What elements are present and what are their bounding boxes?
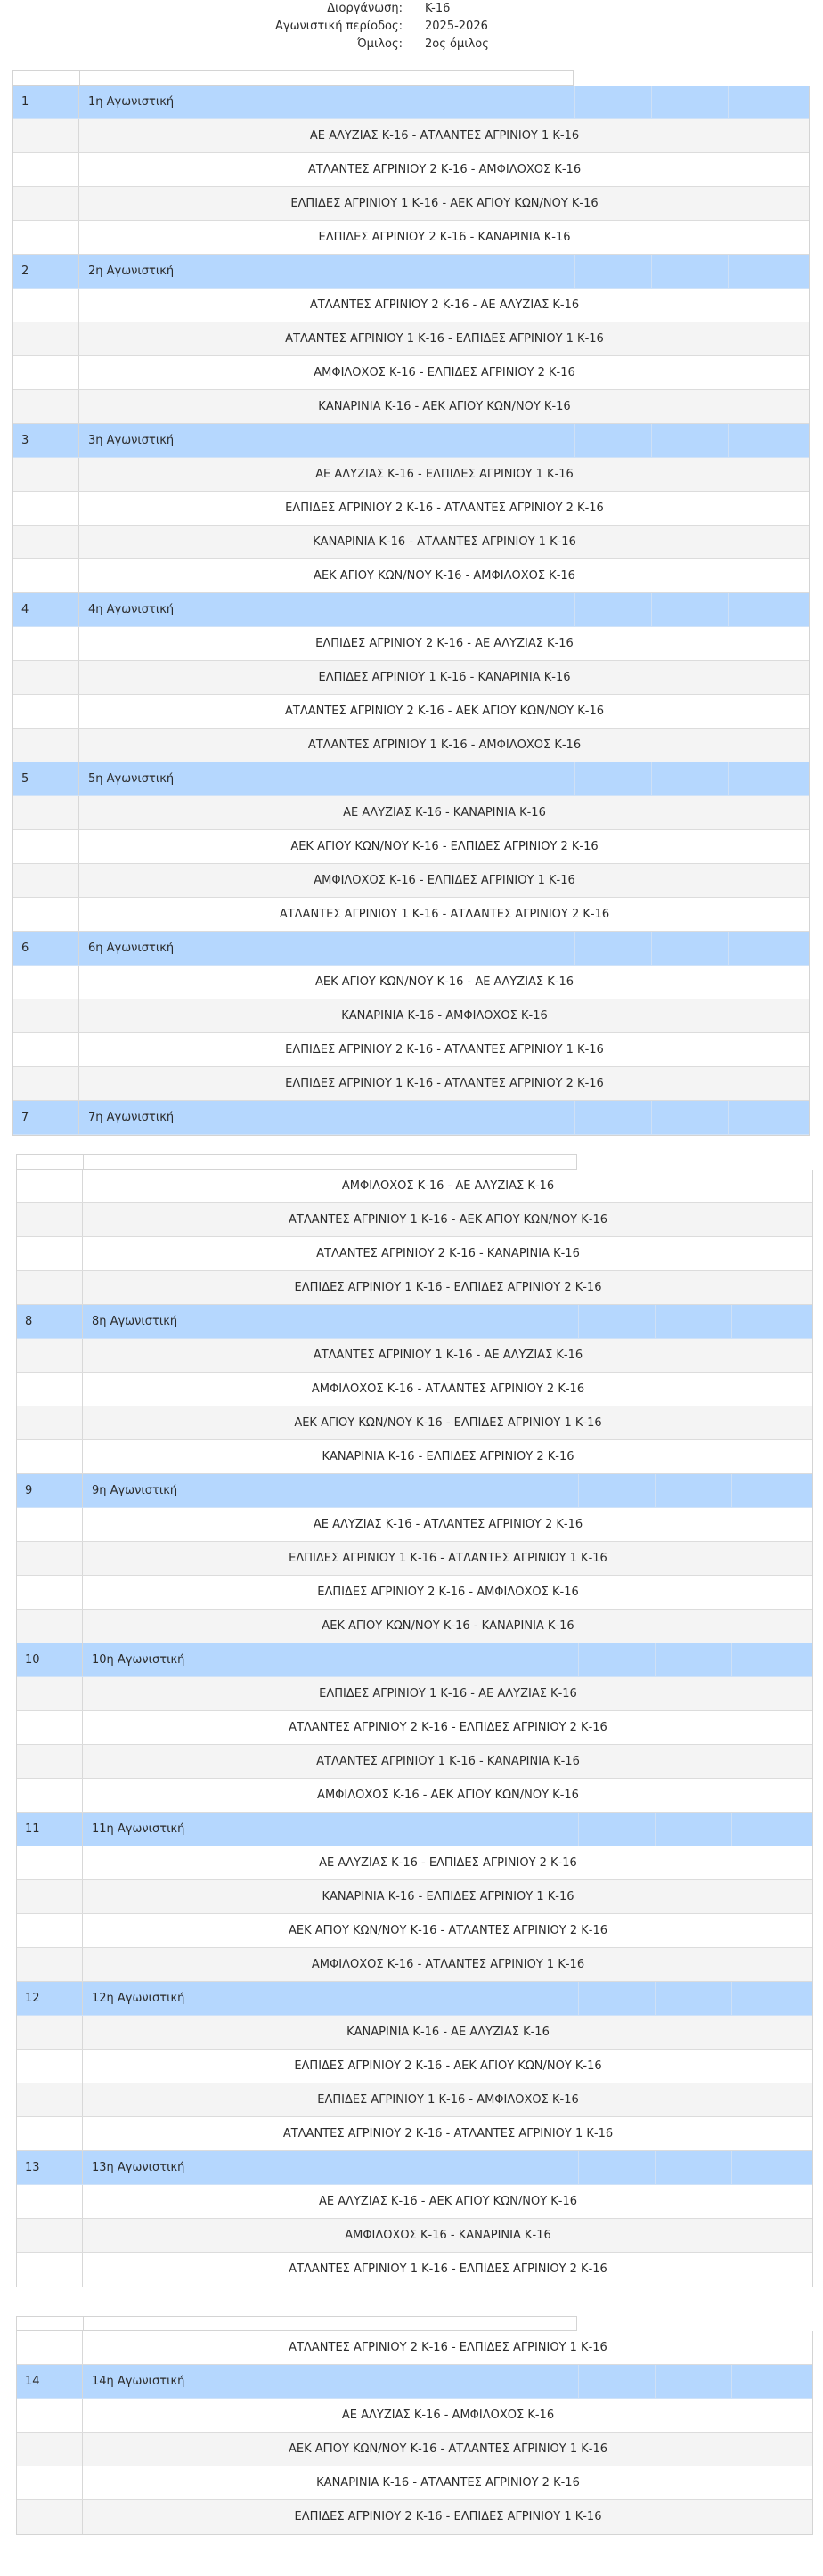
column-separator bbox=[728, 762, 729, 795]
column-separator bbox=[731, 1474, 732, 1507]
match-text: ΑΜΦΙΛΟΧΟΣ Κ-16 - ΑΤΛΑΝΤΕΣ ΑΓΡΙΝΙΟΥ 2 Κ-16 bbox=[311, 1382, 585, 1396]
match-number-cell bbox=[17, 1339, 83, 1372]
match-number-cell bbox=[13, 1033, 79, 1066]
column-separator bbox=[731, 1982, 732, 2015]
info-label: Αγωνιστική περίοδος: bbox=[274, 20, 403, 33]
match-text: ΑΕΚ ΑΓΙΟΥ ΚΩΝ/ΝΟΥ Κ-16 - ΕΛΠΙΔΕΣ ΑΓΡΙΝΙΟΥ 2 Κ-16 bbox=[290, 840, 599, 853]
column-separator bbox=[651, 932, 652, 965]
column-separator bbox=[655, 2151, 656, 2184]
match-row bbox=[17, 1846, 812, 1880]
match-row bbox=[13, 796, 809, 830]
match-text: ΑΤΛΑΝΤΕΣ ΑΓΡΙΝΙΟΥ 1 Κ-16 - ΕΛΠΙΔΕΣ ΑΓΡΙΝΙΟΥ 1 Κ-16 bbox=[285, 332, 604, 346]
match-text: ΕΛΠΙΔΕΣ ΑΓΡΙΝΙΟΥ 2 Κ-16 - ΑΕ ΑΛΥΖΙΑΣ Κ-16 bbox=[315, 637, 574, 650]
match-row bbox=[13, 830, 809, 864]
match-number-cell bbox=[13, 458, 79, 491]
match-text: ΑΤΛΑΝΤΕΣ ΑΓΡΙΝΙΟΥ 1 Κ-16 - ΑΕ ΑΛΥΖΙΑΣ Κ-16 bbox=[313, 1349, 583, 1362]
match-text: ΕΛΠΙΔΕΣ ΑΓΡΙΝΙΟΥ 2 Κ-16 - ΕΛΠΙΔΕΣ ΑΓΡΙΝΙΟΥ 1 Κ-16 bbox=[294, 2510, 602, 2523]
match-number-cell bbox=[17, 2083, 83, 2116]
match-row bbox=[17, 2117, 812, 2151]
match-text: ΑΤΛΑΝΤΕΣ ΑΓΡΙΝΙΟΥ 1 Κ-16 - ΑΜΦΙΛΟΧΟΣ Κ-16 bbox=[307, 738, 582, 752]
round-number: 13 bbox=[17, 2151, 83, 2184]
column-separator bbox=[731, 1305, 732, 1338]
match-number-cell bbox=[17, 1508, 83, 1541]
match-text: ΑΕΚ ΑΓΙΟΥ ΚΩΝ/ΝΟΥ Κ-16 - ΕΛΠΙΔΕΣ ΑΓΡΙΝΙΟΥ 1 Κ-16 bbox=[294, 1416, 602, 1430]
round-name: 14η Αγωνιστική bbox=[92, 2375, 185, 2388]
column-separator bbox=[728, 1101, 729, 1134]
match-text: ΑΕ ΑΛΥΖΙΑΣ Κ-16 - ΑΕΚ ΑΓΙΟΥ ΚΩΝ/ΝΟΥ Κ-16 bbox=[318, 2195, 578, 2208]
match-number-cell bbox=[13, 999, 79, 1032]
match-text: ΑΤΛΑΝΤΕΣ ΑΓΡΙΝΙΟΥ 2 Κ-16 - ΑΕ ΑΛΥΖΙΑΣ Κ-16 bbox=[309, 298, 580, 312]
schedule-table bbox=[16, 1170, 813, 2287]
match-text: ΕΛΠΙΔΕΣ ΑΓΡΙΝΙΟΥ 1 Κ-16 - ΑΤΛΑΝΤΕΣ ΑΓΡΙΝΙΟΥ 1 Κ-16 bbox=[289, 1552, 607, 1565]
match-text: ΑΤΛΑΝΤΕΣ ΑΓΡΙΝΙΟΥ 1 Κ-16 - ΑΤΛΑΝΤΕΣ ΑΓΡΙΝΙΟΥ 2 Κ-16 bbox=[279, 908, 610, 921]
match-number-cell bbox=[17, 2433, 83, 2466]
match-row bbox=[13, 695, 809, 729]
column-separator bbox=[728, 424, 729, 457]
column-separator bbox=[655, 1813, 656, 1846]
match-text: ΑΕ ΑΛΥΖΙΑΣ Κ-16 - ΑΤΛΑΝΤΕΣ ΑΓΡΙΝΙΟΥ 2 Κ-16 bbox=[313, 1518, 583, 1531]
match-number-cell bbox=[17, 1846, 83, 1879]
round-name: 1η Αγωνιστική bbox=[88, 95, 175, 109]
match-number-cell bbox=[13, 627, 79, 660]
match-row bbox=[13, 966, 809, 999]
match-number-cell bbox=[17, 1170, 83, 1202]
column-separator bbox=[574, 1101, 575, 1134]
match-row bbox=[13, 1067, 809, 1101]
match-row bbox=[17, 1880, 812, 1914]
match-number-cell bbox=[13, 796, 79, 829]
column-separator bbox=[574, 932, 575, 965]
match-text: ΚΑΝΑΡΙΝΙΑ Κ-16 - ΕΛΠΙΔΕΣ ΑΓΡΙΝΙΟΥ 2 Κ-16 bbox=[322, 1450, 574, 1463]
column-separator bbox=[655, 2365, 656, 2398]
table-header bbox=[16, 2316, 577, 2331]
info-value: 2ος όμιλος bbox=[425, 37, 489, 51]
match-row bbox=[17, 1170, 812, 1203]
column-separator bbox=[731, 1813, 732, 1846]
column-separator bbox=[655, 1305, 656, 1338]
match-row bbox=[17, 1508, 812, 1542]
match-number-cell bbox=[17, 1271, 83, 1304]
info-label: Διοργάνωση: bbox=[327, 2, 403, 15]
column-separator bbox=[574, 762, 575, 795]
match-number-cell bbox=[17, 2500, 83, 2534]
match-row bbox=[13, 356, 809, 390]
table-header bbox=[12, 70, 574, 86]
match-number-cell bbox=[13, 695, 79, 728]
match-number-cell bbox=[17, 1914, 83, 1947]
match-row bbox=[17, 1914, 812, 1948]
match-number-cell bbox=[13, 356, 79, 389]
match-number-cell bbox=[17, 1576, 83, 1609]
match-text: ΕΛΠΙΔΕΣ ΑΓΡΙΝΙΟΥ 1 Κ-16 - ΚΑΝΑΡΙΝΙΑ Κ-16 bbox=[318, 671, 571, 684]
info-value: 2025-2026 bbox=[425, 20, 488, 33]
column-separator bbox=[578, 1982, 579, 2015]
match-row bbox=[13, 526, 809, 559]
match-row bbox=[13, 221, 809, 255]
header-cell bbox=[17, 1155, 84, 1169]
round-name: 11η Αγωνιστική bbox=[92, 1822, 185, 1836]
column-separator bbox=[655, 1982, 656, 2015]
match-row bbox=[17, 1779, 812, 1813]
match-row bbox=[17, 1677, 812, 1711]
round-header-row bbox=[13, 593, 809, 627]
column-separator bbox=[651, 762, 652, 795]
match-text: ΑΤΛΑΝΤΕΣ ΑΓΡΙΝΙΟΥ 1 Κ-16 - ΚΑΝΑΡΙΝΙΑ Κ-16 bbox=[316, 1755, 580, 1768]
match-text: ΑΕΚ ΑΓΙΟΥ ΚΩΝ/ΝΟΥ Κ-16 - ΚΑΝΑΡΙΝΙΑ Κ-16 bbox=[322, 1619, 574, 1633]
match-row bbox=[17, 1339, 812, 1373]
round-name: 3η Αγωνιστική bbox=[88, 434, 175, 447]
column-separator bbox=[728, 255, 729, 288]
match-number-cell bbox=[17, 1203, 83, 1236]
info-row-group bbox=[0, 37, 823, 54]
match-row bbox=[13, 492, 809, 526]
match-number-cell bbox=[17, 2331, 83, 2364]
round-name: 9η Αγωνιστική bbox=[92, 1484, 178, 1497]
match-row bbox=[13, 289, 809, 322]
match-number-cell bbox=[17, 1779, 83, 1812]
round-number: 2 bbox=[13, 255, 79, 288]
match-row bbox=[17, 2219, 812, 2253]
match-text: ΕΛΠΙΔΕΣ ΑΓΡΙΝΙΟΥ 2 Κ-16 - ΑΕΚ ΑΓΙΟΥ ΚΩΝ/ΝΟΥ Κ-16 bbox=[294, 2059, 602, 2073]
match-number-cell bbox=[17, 2117, 83, 2150]
round-number: 8 bbox=[17, 1305, 83, 1338]
match-text: ΚΑΝΑΡΙΝΙΑ Κ-16 - ΑΤΛΑΝΤΕΣ ΑΓΡΙΝΙΟΥ 1 Κ-16 bbox=[313, 535, 576, 549]
match-text: ΑΕ ΑΛΥΖΙΑΣ Κ-16 - ΑΜΦΙΛΟΧΟΣ Κ-16 bbox=[341, 2409, 555, 2422]
round-header-row bbox=[13, 932, 809, 966]
match-text: ΑΕΚ ΑΓΙΟΥ ΚΩΝ/ΝΟΥ Κ-16 - ΑΤΛΑΝΤΕΣ ΑΓΡΙΝΙΟΥ 2 Κ-16 bbox=[288, 1924, 608, 1937]
round-number: 6 bbox=[13, 932, 79, 965]
round-name: 8η Αγωνιστική bbox=[92, 1315, 178, 1328]
match-number-cell bbox=[17, 2399, 83, 2432]
match-text: ΑΜΦΙΛΟΧΟΣ Κ-16 - ΕΛΠΙΔΕΣ ΑΓΡΙΝΙΟΥ 2 Κ-16 bbox=[314, 366, 575, 379]
match-number-cell bbox=[13, 526, 79, 558]
match-text: ΑΕΚ ΑΓΙΟΥ ΚΩΝ/ΝΟΥ Κ-16 - ΑΜΦΙΛΟΧΟΣ Κ-16 bbox=[314, 569, 575, 583]
match-number-cell bbox=[13, 559, 79, 592]
match-number-cell bbox=[13, 830, 79, 863]
match-text: ΕΛΠΙΔΕΣ ΑΓΡΙΝΙΟΥ 1 Κ-16 - ΑΜΦΙΛΟΧΟΣ Κ-16 bbox=[317, 2093, 579, 2107]
round-header-row bbox=[17, 1305, 812, 1339]
match-row bbox=[13, 999, 809, 1033]
info-row-competition bbox=[0, 2, 823, 19]
match-number-cell bbox=[17, 1237, 83, 1270]
column-separator bbox=[578, 1305, 579, 1338]
header-cell bbox=[13, 71, 80, 85]
column-separator bbox=[651, 86, 652, 118]
round-name: 4η Αγωνιστική bbox=[88, 603, 175, 616]
match-number-cell bbox=[13, 864, 79, 897]
round-number: 9 bbox=[17, 1474, 83, 1507]
match-text: ΑΤΛΑΝΤΕΣ ΑΓΡΙΝΙΟΥ 2 Κ-16 - ΑΜΦΙΛΟΧΟΣ Κ-16 bbox=[307, 163, 582, 176]
match-row bbox=[17, 1406, 812, 1440]
match-number-cell bbox=[17, 1542, 83, 1575]
match-number-cell bbox=[13, 729, 79, 762]
round-header-row bbox=[13, 86, 809, 119]
round-name: 13η Αγωνιστική bbox=[92, 2161, 185, 2174]
match-number-cell bbox=[17, 1406, 83, 1439]
match-text: ΑΕΚ ΑΓΙΟΥ ΚΩΝ/ΝΟΥ Κ-16 - ΑΤΛΑΝΤΕΣ ΑΓΡΙΝΙΟΥ 1 Κ-16 bbox=[288, 2442, 608, 2456]
match-row bbox=[17, 2185, 812, 2219]
round-header-row bbox=[13, 1101, 809, 1135]
match-row bbox=[17, 2083, 812, 2117]
match-row bbox=[17, 2433, 812, 2466]
match-text: ΚΑΝΑΡΙΝΙΑ Κ-16 - ΑΕΚ ΑΓΙΟΥ ΚΩΝ/ΝΟΥ Κ-16 bbox=[318, 400, 571, 413]
match-number-cell bbox=[13, 221, 79, 254]
column-separator bbox=[651, 255, 652, 288]
match-row bbox=[17, 2466, 812, 2500]
match-number-cell bbox=[17, 1610, 83, 1643]
column-separator bbox=[655, 1474, 656, 1507]
match-number-cell bbox=[13, 119, 79, 152]
round-name: 12η Αγωνιστική bbox=[92, 1992, 185, 2005]
match-number-cell bbox=[17, 2016, 83, 2049]
match-text: ΕΛΠΙΔΕΣ ΑΓΡΙΝΙΟΥ 2 Κ-16 - ΑΤΛΑΝΤΕΣ ΑΓΡΙΝΙΟΥ 2 Κ-16 bbox=[285, 501, 604, 515]
match-text: ΑΕ ΑΛΥΖΙΑΣ Κ-16 - ΕΛΠΙΔΕΣ ΑΓΡΙΝΙΟΥ 1 Κ-16 bbox=[315, 468, 574, 481]
match-row bbox=[17, 2050, 812, 2083]
match-text: ΕΛΠΙΔΕΣ ΑΓΡΙΝΙΟΥ 1 Κ-16 - ΕΛΠΙΔΕΣ ΑΓΡΙΝΙΟΥ 2 Κ-16 bbox=[294, 1281, 602, 1294]
match-text: ΑΕ ΑΛΥΖΙΑΣ Κ-16 - ΚΑΝΑΡΙΝΙΑ Κ-16 bbox=[343, 806, 546, 819]
match-text: ΕΛΠΙΔΕΣ ΑΓΡΙΝΙΟΥ 2 Κ-16 - ΑΜΦΙΛΟΧΟΣ Κ-16 bbox=[317, 1586, 579, 1599]
match-number-cell bbox=[17, 2466, 83, 2499]
column-separator bbox=[578, 2365, 579, 2398]
round-header-row bbox=[13, 255, 809, 289]
match-row bbox=[17, 1203, 812, 1237]
match-text: ΚΑΝΑΡΙΝΙΑ Κ-16 - ΑΜΦΙΛΟΧΟΣ Κ-16 bbox=[341, 1009, 548, 1023]
column-separator bbox=[728, 86, 729, 118]
match-text: ΕΛΠΙΔΕΣ ΑΓΡΙΝΙΟΥ 1 Κ-16 - ΑΤΛΑΝΤΕΣ ΑΓΡΙΝΙΟΥ 2 Κ-16 bbox=[285, 1077, 604, 1090]
match-row bbox=[17, 1576, 812, 1610]
column-separator bbox=[731, 2365, 732, 2398]
match-text: ΑΤΛΑΝΤΕΣ ΑΓΡΙΝΙΟΥ 2 Κ-16 - ΚΑΝΑΡΙΝΙΑ Κ-16 bbox=[316, 1247, 580, 1260]
round-name: 7η Αγωνιστική bbox=[88, 1111, 175, 1124]
column-separator bbox=[731, 1643, 732, 1676]
match-text: ΑΤΛΑΝΤΕΣ ΑΓΡΙΝΙΟΥ 2 Κ-16 - ΑΕΚ ΑΓΙΟΥ ΚΩΝ/ΝΟΥ Κ-16 bbox=[284, 705, 605, 718]
match-row bbox=[13, 153, 809, 187]
match-text: ΑΤΛΑΝΤΕΣ ΑΓΡΙΝΙΟΥ 1 Κ-16 - ΑΕΚ ΑΓΙΟΥ ΚΩΝ/ΝΟΥ Κ-16 bbox=[288, 1213, 608, 1227]
round-number: 5 bbox=[13, 762, 79, 795]
match-text: ΑΤΛΑΝΤΕΣ ΑΓΡΙΝΙΟΥ 2 Κ-16 - ΕΛΠΙΔΕΣ ΑΓΡΙΝΙΟΥ 1 Κ-16 bbox=[289, 2341, 607, 2354]
info-row-season bbox=[0, 20, 823, 37]
match-number-cell bbox=[17, 1440, 83, 1473]
match-number-cell bbox=[17, 1711, 83, 1744]
match-row bbox=[17, 1440, 812, 1474]
match-row bbox=[17, 2016, 812, 2050]
match-text: ΑΜΦΙΛΟΧΟΣ Κ-16 - ΑΕΚ ΑΓΙΟΥ ΚΩΝ/ΝΟΥ Κ-16 bbox=[317, 1789, 579, 1802]
match-text: ΑΤΛΑΝΤΕΣ ΑΓΡΙΝΙΟΥ 2 Κ-16 - ΑΤΛΑΝΤΕΣ ΑΓΡΙΝΙΟΥ 1 Κ-16 bbox=[282, 2127, 614, 2140]
match-row bbox=[17, 2331, 812, 2365]
match-number-cell bbox=[13, 153, 79, 186]
match-number-cell bbox=[17, 2253, 83, 2287]
match-number-cell bbox=[13, 289, 79, 322]
info-label: Όμιλος: bbox=[357, 37, 403, 51]
round-name: 10η Αγωνιστική bbox=[92, 1653, 185, 1667]
column-separator bbox=[655, 1643, 656, 1676]
column-separator bbox=[651, 1101, 652, 1134]
match-text: ΑΕ ΑΛΥΖΙΑΣ Κ-16 - ΑΤΛΑΝΤΕΣ ΑΓΡΙΝΙΟΥ 1 Κ-16 bbox=[309, 129, 580, 143]
round-number: 10 bbox=[17, 1643, 83, 1676]
column-separator bbox=[651, 593, 652, 626]
round-header-row bbox=[13, 762, 809, 796]
match-number-cell bbox=[13, 661, 79, 694]
match-text: ΑΕ ΑΛΥΖΙΑΣ Κ-16 - ΕΛΠΙΔΕΣ ΑΓΡΙΝΙΟΥ 2 Κ-16 bbox=[319, 1856, 577, 1870]
column-separator bbox=[728, 932, 729, 965]
match-number-cell bbox=[17, 1677, 83, 1710]
match-text: ΑΜΦΙΛΟΧΟΣ Κ-16 - ΚΑΝΑΡΙΝΙΑ Κ-16 bbox=[345, 2229, 551, 2242]
match-row bbox=[13, 322, 809, 356]
match-text: ΑΜΦΙΛΟΧΟΣ Κ-16 - ΑΤΛΑΝΤΕΣ ΑΓΡΙΝΙΟΥ 1 Κ-16 bbox=[311, 1958, 585, 1971]
match-number-cell bbox=[17, 2185, 83, 2218]
column-separator bbox=[574, 593, 575, 626]
match-text: ΑΕΚ ΑΓΙΟΥ ΚΩΝ/ΝΟΥ Κ-16 - ΑΕ ΑΛΥΖΙΑΣ Κ-16 bbox=[314, 975, 574, 989]
match-row bbox=[17, 1610, 812, 1643]
match-number-cell bbox=[17, 2219, 83, 2252]
match-text: ΚΑΝΑΡΙΝΙΑ Κ-16 - ΑΤΛΑΝΤΕΣ ΑΓΡΙΝΙΟΥ 2 Κ-16 bbox=[316, 2476, 580, 2490]
match-row bbox=[13, 119, 809, 153]
match-row bbox=[13, 187, 809, 221]
round-name: 6η Αγωνιστική bbox=[88, 942, 175, 955]
match-row bbox=[13, 559, 809, 593]
match-text: ΑΤΛΑΝΤΕΣ ΑΓΡΙΝΙΟΥ 2 Κ-16 - ΕΛΠΙΔΕΣ ΑΓΡΙΝΙΟΥ 2 Κ-16 bbox=[289, 1721, 607, 1734]
column-separator bbox=[574, 424, 575, 457]
match-text: ΕΛΠΙΔΕΣ ΑΓΡΙΝΙΟΥ 2 Κ-16 - ΚΑΝΑΡΙΝΙΑ Κ-16 bbox=[318, 231, 571, 244]
schedule-table bbox=[16, 2331, 813, 2535]
round-number: 14 bbox=[17, 2365, 83, 2398]
match-number-cell bbox=[13, 492, 79, 525]
match-number-cell bbox=[13, 390, 79, 423]
match-row bbox=[17, 2500, 812, 2534]
column-separator bbox=[578, 1643, 579, 1676]
match-row bbox=[13, 898, 809, 932]
match-row bbox=[17, 2253, 812, 2287]
match-row bbox=[17, 1271, 812, 1305]
round-name: 5η Αγωνιστική bbox=[88, 772, 175, 786]
table-header bbox=[16, 1154, 577, 1170]
match-text: ΕΛΠΙΔΕΣ ΑΓΡΙΝΙΟΥ 1 Κ-16 - ΑΕΚ ΑΓΙΟΥ ΚΩΝ/ΝΟΥ Κ-16 bbox=[290, 197, 599, 210]
match-row bbox=[13, 390, 809, 424]
match-number-cell bbox=[17, 1745, 83, 1778]
match-row bbox=[13, 729, 809, 762]
match-number-cell bbox=[17, 2050, 83, 2083]
match-text: ΑΜΦΙΛΟΧΟΣ Κ-16 - ΑΕ ΑΛΥΖΙΑΣ Κ-16 bbox=[341, 1179, 555, 1193]
match-row bbox=[17, 1948, 812, 1982]
column-separator bbox=[578, 1474, 579, 1507]
round-name: 2η Αγωνιστική bbox=[88, 265, 175, 278]
match-row bbox=[17, 1542, 812, 1576]
match-row bbox=[17, 1373, 812, 1406]
match-number-cell bbox=[13, 898, 79, 931]
match-text: ΕΛΠΙΔΕΣ ΑΓΡΙΝΙΟΥ 2 Κ-16 - ΑΤΛΑΝΤΕΣ ΑΓΡΙΝΙΟΥ 1 Κ-16 bbox=[285, 1043, 604, 1056]
column-separator bbox=[731, 2151, 732, 2184]
column-separator bbox=[728, 593, 729, 626]
match-text: ΑΤΛΑΝΤΕΣ ΑΓΡΙΝΙΟΥ 1 Κ-16 - ΕΛΠΙΔΕΣ ΑΓΡΙΝΙΟΥ 2 Κ-16 bbox=[289, 2262, 607, 2276]
round-number: 12 bbox=[17, 1982, 83, 2015]
match-text: ΕΛΠΙΔΕΣ ΑΓΡΙΝΙΟΥ 1 Κ-16 - ΑΕ ΑΛΥΖΙΑΣ Κ-16 bbox=[319, 1687, 577, 1700]
match-row bbox=[13, 661, 809, 695]
header-cell bbox=[17, 2317, 84, 2330]
match-number-cell bbox=[13, 187, 79, 220]
column-separator bbox=[578, 1813, 579, 1846]
match-number-cell bbox=[13, 966, 79, 999]
round-header-row bbox=[17, 1643, 812, 1677]
match-number-cell bbox=[17, 1373, 83, 1406]
match-row bbox=[13, 627, 809, 661]
round-header-row bbox=[17, 2365, 812, 2399]
round-number: 11 bbox=[17, 1813, 83, 1846]
round-header-row bbox=[17, 1813, 812, 1846]
match-number-cell bbox=[17, 1880, 83, 1913]
match-row bbox=[13, 1033, 809, 1067]
round-header-row bbox=[17, 1474, 812, 1508]
round-number: 3 bbox=[13, 424, 79, 457]
info-value: K-16 bbox=[425, 2, 451, 15]
round-header-row bbox=[17, 1982, 812, 2016]
match-number-cell bbox=[13, 322, 79, 355]
match-number-cell bbox=[13, 1067, 79, 1100]
match-row bbox=[17, 1711, 812, 1745]
match-row bbox=[17, 2399, 812, 2433]
match-row bbox=[13, 864, 809, 898]
column-separator bbox=[651, 424, 652, 457]
round-header-row bbox=[13, 424, 809, 458]
schedule-table bbox=[12, 86, 810, 1136]
match-row bbox=[17, 1745, 812, 1779]
round-number: 1 bbox=[13, 86, 79, 118]
round-header-row bbox=[17, 2151, 812, 2185]
column-separator bbox=[574, 86, 575, 118]
round-number: 4 bbox=[13, 593, 79, 626]
column-separator bbox=[574, 255, 575, 288]
column-separator bbox=[578, 2151, 579, 2184]
match-text: ΑΜΦΙΛΟΧΟΣ Κ-16 - ΕΛΠΙΔΕΣ ΑΓΡΙΝΙΟΥ 1 Κ-16 bbox=[314, 874, 575, 887]
round-number: 7 bbox=[13, 1101, 79, 1134]
match-text: ΚΑΝΑΡΙΝΙΑ Κ-16 - ΕΛΠΙΔΕΣ ΑΓΡΙΝΙΟΥ 1 Κ-16 bbox=[322, 1890, 574, 1903]
match-number-cell bbox=[17, 1948, 83, 1981]
match-row bbox=[13, 458, 809, 492]
match-row bbox=[17, 1237, 812, 1271]
match-text: ΚΑΝΑΡΙΝΙΑ Κ-16 - ΑΕ ΑΛΥΖΙΑΣ Κ-16 bbox=[346, 2026, 550, 2039]
